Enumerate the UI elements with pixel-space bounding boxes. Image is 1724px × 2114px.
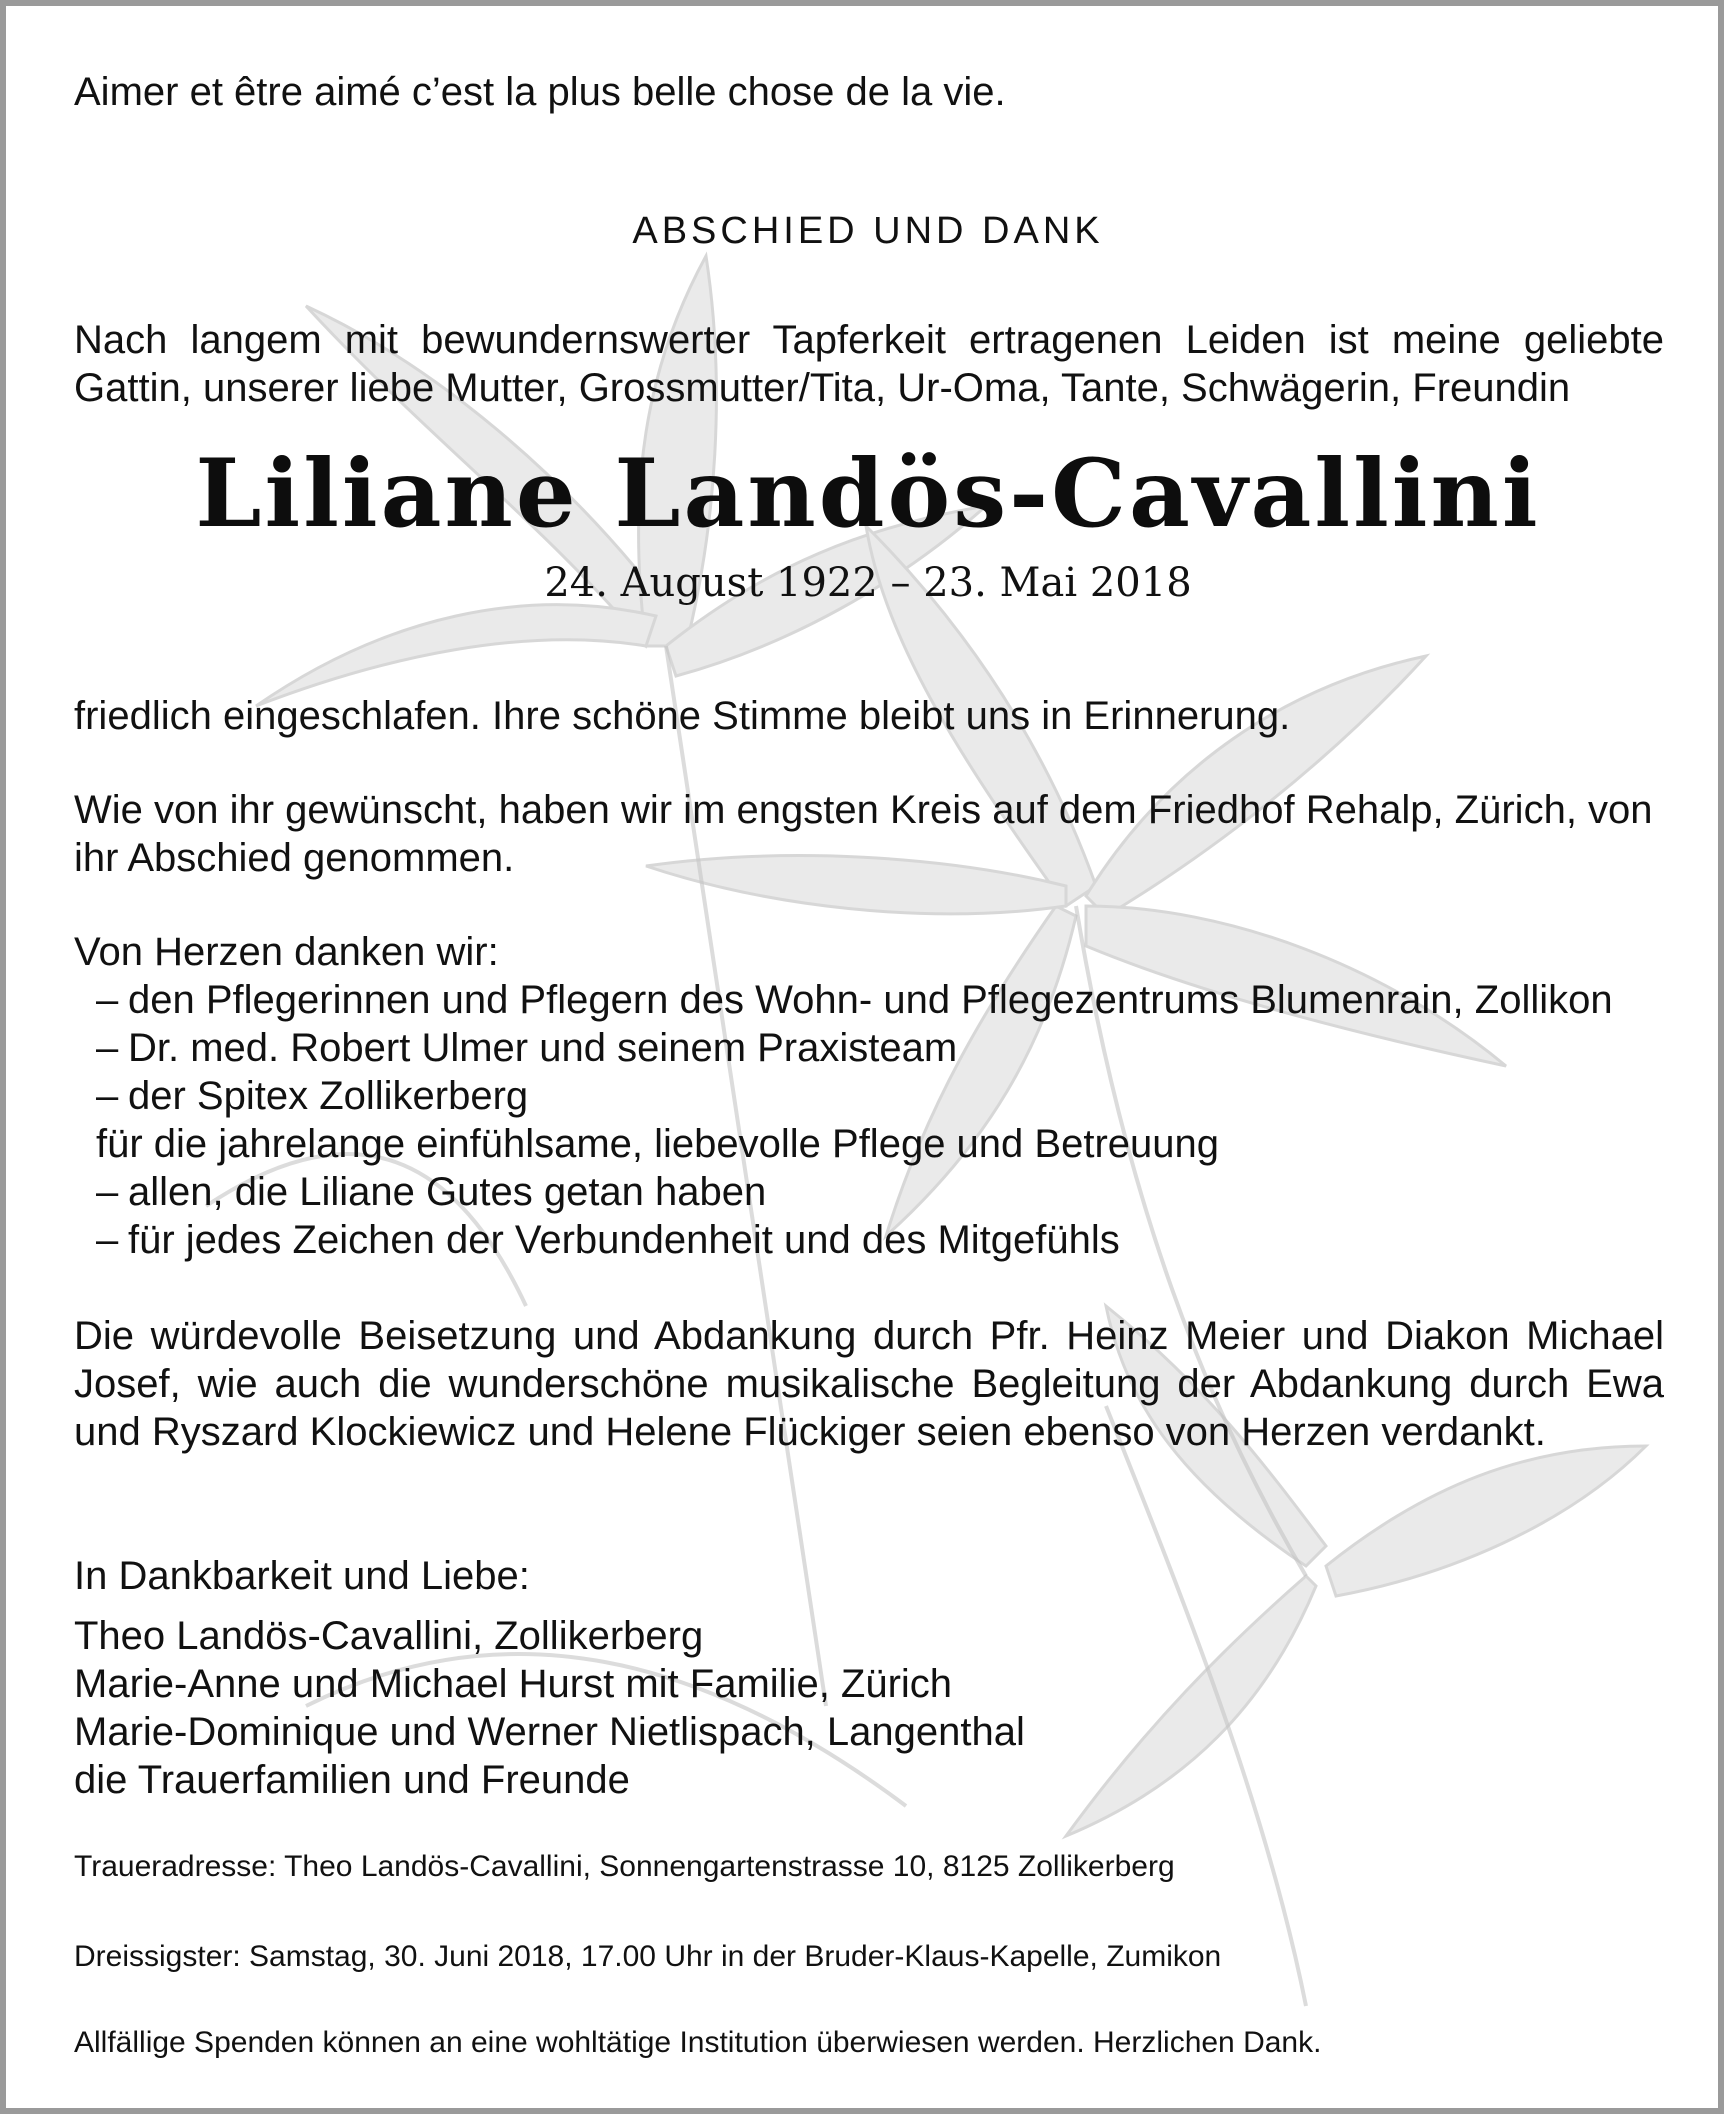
intro-paragraph: Nach langem mit bewundernswerter Tapferkeit ertragenen Leiden ist meine geliebte Gattin, unserer liebe Mutter, Grossmutter/Tita, Ur-Oma, Tante, Schwägerin, Freundin: [74, 318, 1664, 410]
list-item: [96, 1216, 1676, 1264]
list-item: [96, 976, 1676, 1024]
thanks-item: allen, die Liliane Gutes getan haben: [128, 1170, 767, 1214]
thanks-list: [96, 976, 1676, 1264]
dash: –: [96, 1074, 119, 1118]
motto: Aimer et être aimé c’est la plus belle chose de la vie.: [74, 70, 1006, 114]
list-item: [96, 1072, 1676, 1120]
ceremony-paragraph: Die würdevolle Beisetzung und Abdankung durch Pfr. Heinz Meier und Diakon Michael Josef, wie auch die wunderschöne musikalische Begleitung der Abdankung durch Ewa und Ryszard Klockiewicz und Helene Flückiger seien ebenso von Herzen verdankt.: [74, 1314, 1664, 1454]
signatory: Marie-Dominique und Werner Nietlispach, Langenthal: [74, 1710, 1025, 1754]
thanks-item: Dr. med. Robert Ulmer und seinem Praxisteam: [128, 1026, 958, 1070]
life-dates: 24. August 1922 – 23. Mai 2018: [544, 560, 1192, 606]
thanks-item: für jedes Zeichen der Verbundenheit und des Mitgefühls: [128, 1218, 1120, 1262]
signatory: Marie-Anne und Michael Hurst mit Familie, Zürich: [74, 1662, 953, 1706]
dash: –: [96, 1218, 119, 1262]
dash: –: [96, 1170, 119, 1214]
dash: –: [96, 1026, 119, 1070]
list-item: [96, 1024, 1676, 1072]
list-item: [96, 1168, 1676, 1216]
dash: –: [96, 978, 119, 1022]
obituary-content: [6, 6, 1724, 2114]
heading: ABSCHIED UND DANK: [632, 210, 1104, 252]
thirtieth-day-mass: Dreissigster: Samstag, 30. Juni 2018, 17.00 Uhr in der Bruder-Klaus-Kapelle, Zumikon: [74, 1940, 1222, 1973]
thanks-item: den Pflegerinnen und Pflegern des Wohn- und Pflegezentrums Blumenrain, Zollikon: [128, 978, 1613, 1022]
signatories-title: In Dankbarkeit und Liebe:: [74, 1554, 530, 1598]
donation-note: Allfällige Spenden können an eine wohltätige Institution überwiesen werden. Herzlichen Dank.: [74, 2026, 1322, 2059]
signatory: die Trauerfamilien und Freunde: [74, 1758, 630, 1802]
wish-paragraph: Wie von ihr gewünscht, haben wir im engsten Kreis auf dem Friedhof Rehalp, Zürich, von ihr Abschied genommen.: [74, 788, 1653, 880]
mourning-address: Traueradresse: Theo Landös-Cavallini, Sonnengartenstrasse 10, 8125 Zollikerberg: [74, 1850, 1175, 1883]
thanks-title: Von Herzen danken wir:: [74, 930, 499, 974]
deceased-name: Liliane Landös-Cavallini: [195, 439, 1541, 549]
sleep-line: friedlich eingeschlafen. Ihre schöne Stimme bleibt uns in Erinnerung.: [74, 694, 1291, 738]
thanks-item: der Spitex Zollikerberg: [128, 1074, 529, 1118]
signatory: Theo Landös-Cavallini, Zollikerberg: [74, 1614, 704, 1658]
list-item-continuation: für die jahrelange einfühlsame, liebevolle Pflege und Betreuung: [96, 1122, 1219, 1166]
signatories-list: [74, 1612, 1025, 1804]
